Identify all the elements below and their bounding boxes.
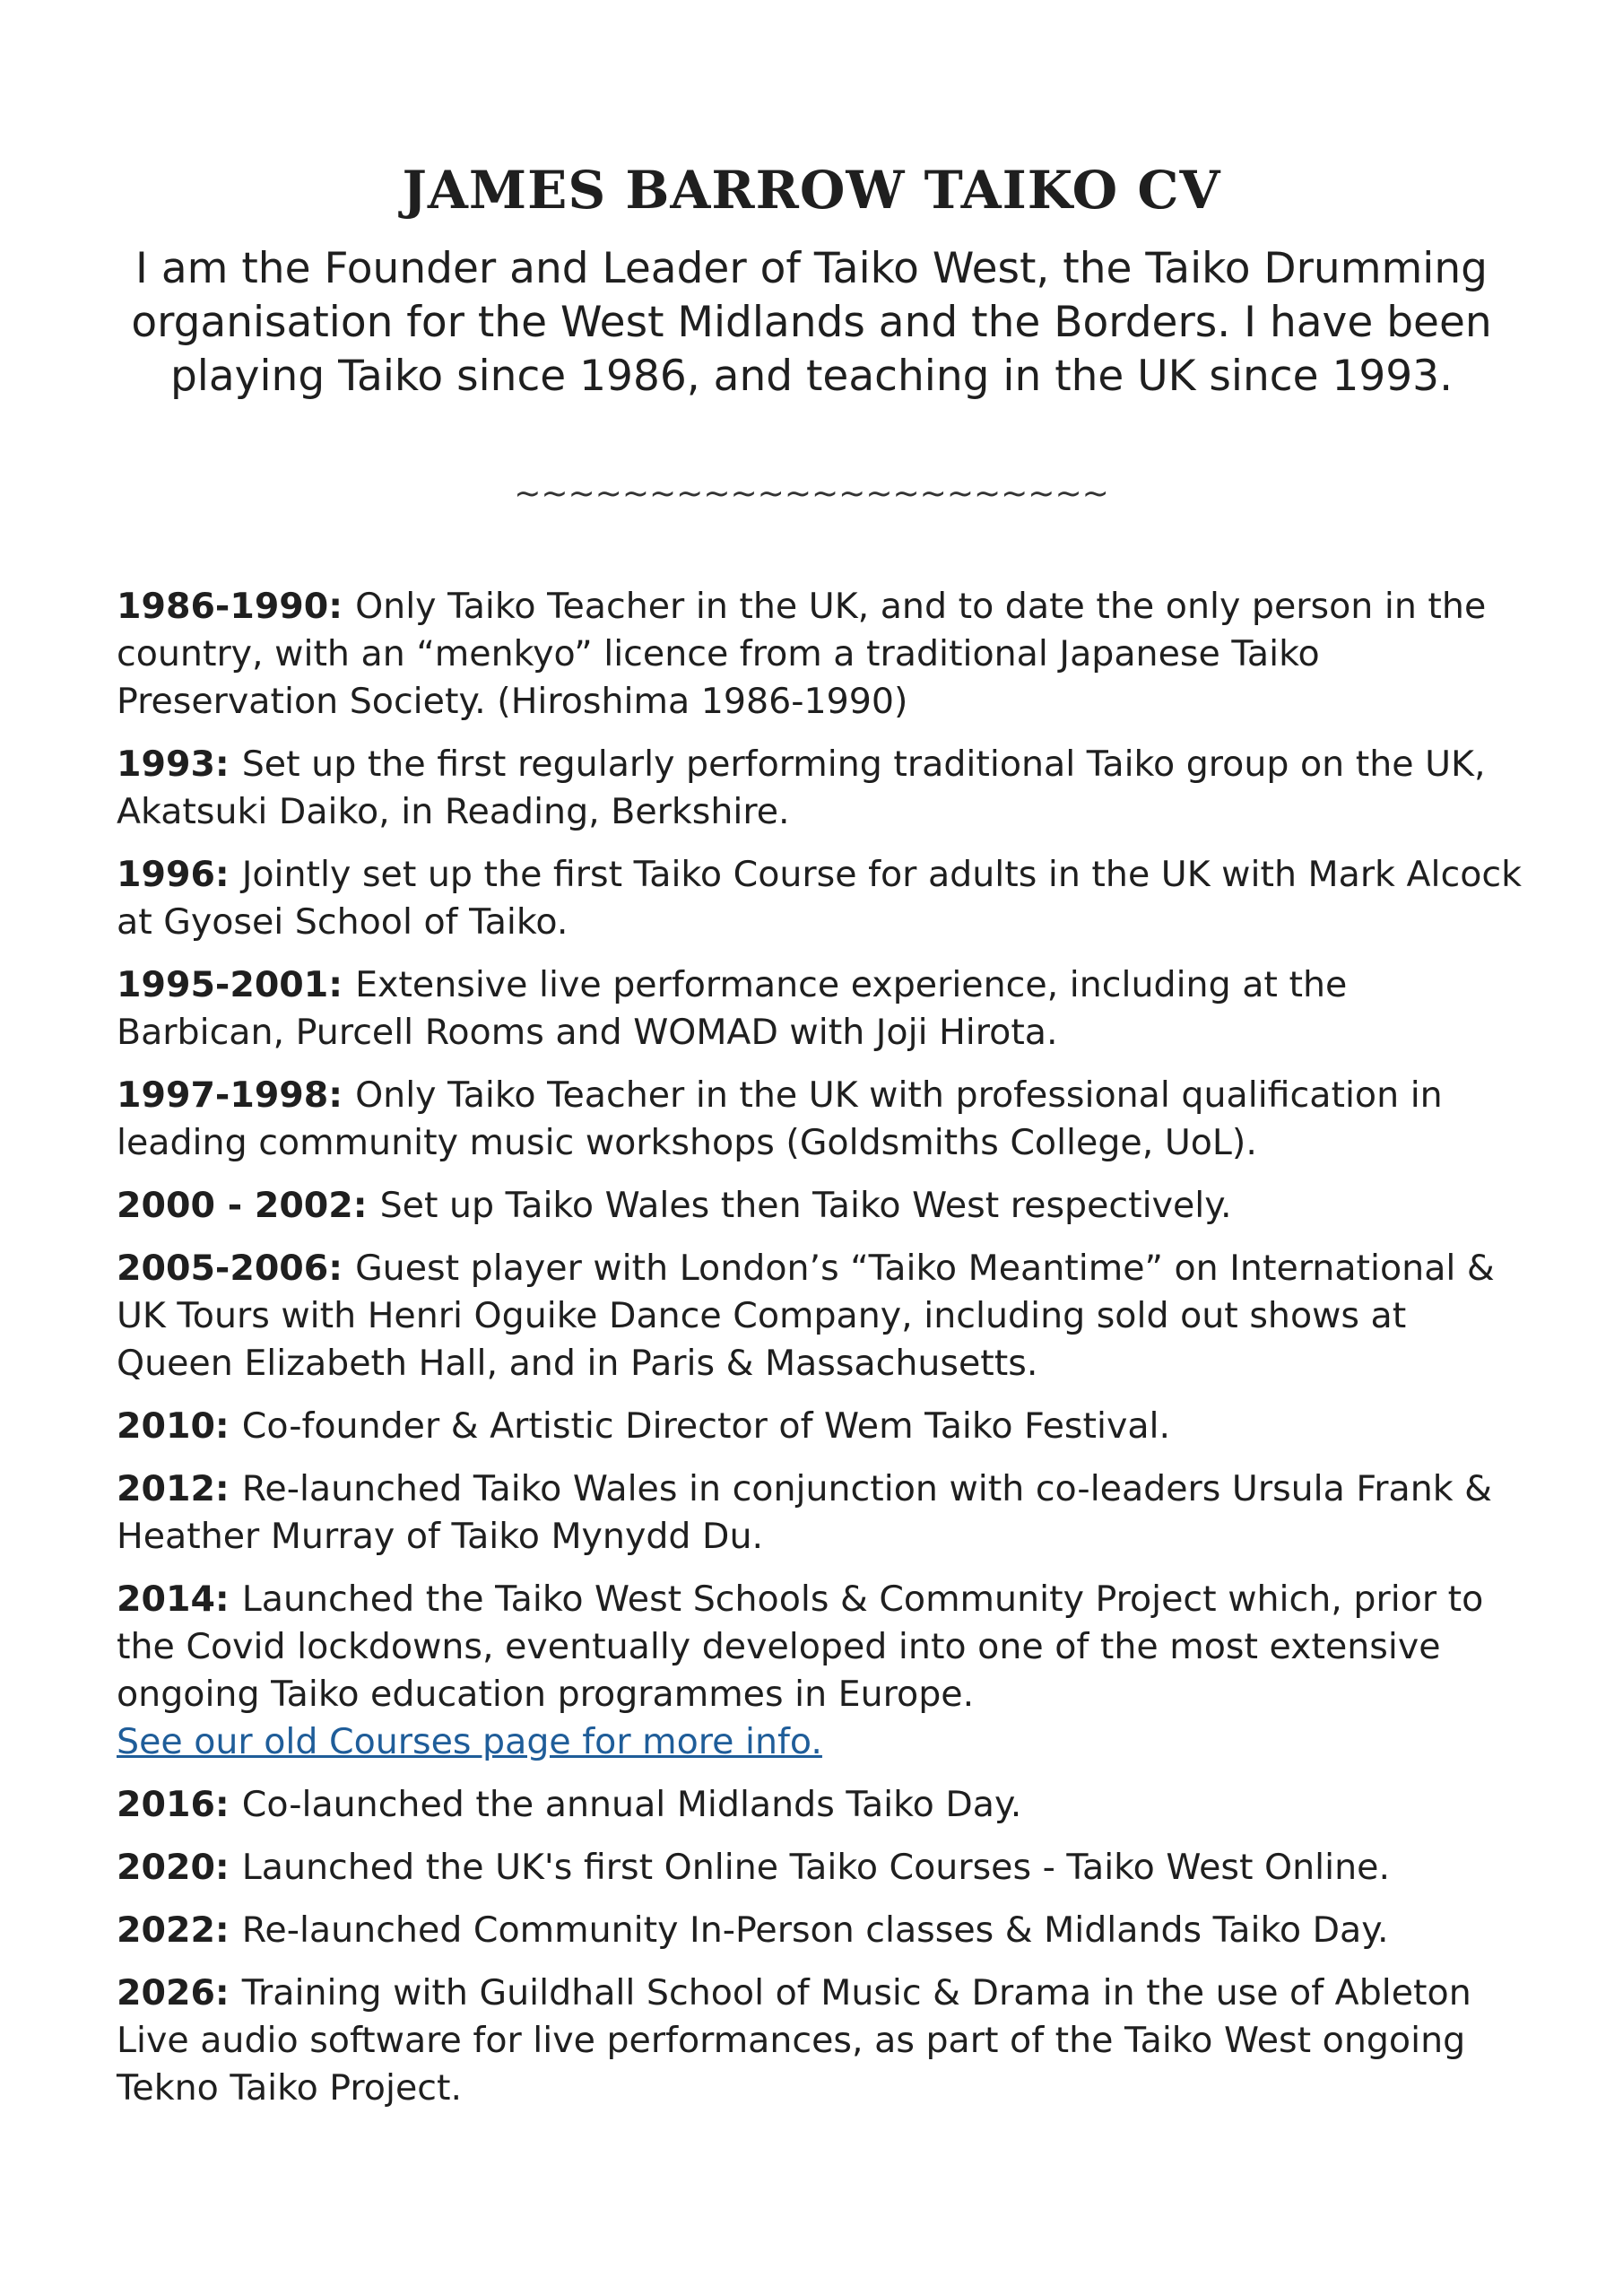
entry-year: 1993:: [117, 744, 230, 785]
timeline-entry: [117, 1072, 1524, 1167]
entry-year: 2000 - 2002:: [117, 1185, 368, 1226]
entry-text: Set up Taiko Wales then Taiko West respectively.: [379, 1185, 1232, 1226]
timeline-entry: [117, 1907, 1524, 1954]
entry-year: 2016:: [117, 1784, 230, 1825]
page-title: JAMES BARROW TAIKO CV: [402, 160, 1221, 221]
entry-text: Set up the first regularly performing traditional Taiko group on the UK, Akatsuki Daiko, in Reading, Berkshire.: [117, 744, 1486, 832]
timeline-entry: [117, 1576, 1524, 1766]
entry-year: 2012:: [117, 1468, 230, 1509]
timeline-entry: [117, 583, 1524, 726]
entry-text: Co-founder & Artistic Director of Wem Taiko Festival.: [241, 1405, 1171, 1447]
entry-text: Training with Guildhall School of Music & Drama in the use of Ableton Live audio software for live performances, as part of the Taiko West ongoing Tekno Taiko Project.: [117, 1972, 1471, 2109]
entry-year: 1996:: [117, 854, 230, 895]
entry-year: 1997-1998:: [117, 1074, 343, 1116]
entry-year: 1995-2001:: [117, 964, 343, 1005]
courses-page-link[interactable]: See our old Courses page for more info.: [117, 1721, 822, 1762]
entry-year: 2020:: [117, 1847, 230, 1888]
timeline-entry: [117, 741, 1524, 836]
timeline-entry: [117, 1465, 1524, 1561]
entry-year: 2010:: [117, 1405, 230, 1447]
entry-text: Co-launched the annual Midlands Taiko Day.: [241, 1784, 1022, 1825]
timeline-list: [117, 583, 1524, 2127]
tilde-divider: ~~~~~~~~~~~~~~~~~~~~~~: [514, 475, 1109, 512]
timeline-entry: [117, 1781, 1524, 1829]
entry-text: Extensive live performance experience, including at the Barbican, Purcell Rooms and WOMAD with Joji Hirota.: [117, 964, 1348, 1053]
entry-text: Only Taiko Teacher in the UK, and to date the only person in the country, with an “menkyo” licence from a traditional Japanese Taiko Preservation Society. (Hiroshima 1986-1990): [117, 586, 1487, 722]
entry-text: Jointly set up the first Taiko Course for adults in the UK with Mark Alcock at Gyosei School of Taiko.: [117, 854, 1522, 943]
timeline-entry: [117, 1403, 1524, 1450]
entry-text: Launched the UK's first Online Taiko Courses - Taiko West Online.: [241, 1847, 1390, 1888]
timeline-entry: [117, 1970, 1524, 2112]
entry-year: 2014:: [117, 1578, 230, 1620]
timeline-entry: [117, 1844, 1524, 1892]
timeline-entry: [117, 851, 1524, 946]
entry-text: Re-launched Taiko Wales in conjunction with co-leaders Ursula Frank & Heather Murray of Taiko Mynydd Du.: [117, 1468, 1492, 1557]
timeline-entry: [117, 1245, 1524, 1387]
entry-text: Guest player with London’s “Taiko Meantime” on International & UK Tours with Henri Oguike Dance Company, including sold out shows at Queen Elizabeth Hall, and in Paris & Massachusetts.: [117, 1248, 1495, 1384]
timeline-entry: [117, 961, 1524, 1057]
entry-year: 2026:: [117, 1972, 230, 2013]
entry-text: Re-launched Community In-Person classes & Midlands Taiko Day.: [241, 1909, 1389, 1951]
timeline-entry: [117, 1182, 1524, 1230]
entry-year: 2005-2006:: [117, 1248, 343, 1289]
entry-text: Launched the Taiko West Schools & Community Project which, prior to the Covid lockdowns, eventually developed into one of the most extensive ongoing Taiko education programmes in Europe.: [117, 1578, 1484, 1715]
entry-text: Only Taiko Teacher in the UK with professional qualification in leading community music workshops (Goldsmiths College, UoL).: [117, 1074, 1443, 1163]
intro-paragraph: I am the Founder and Leader of Taiko West, the Taiko Drumming organisation for the West Midlands and the Borders. I have been playing Taiko since 1986, and teaching in the UK since 1993.: [131, 244, 1492, 401]
entry-year: 1986-1990:: [117, 586, 343, 627]
entry-year: 2022:: [117, 1909, 230, 1951]
